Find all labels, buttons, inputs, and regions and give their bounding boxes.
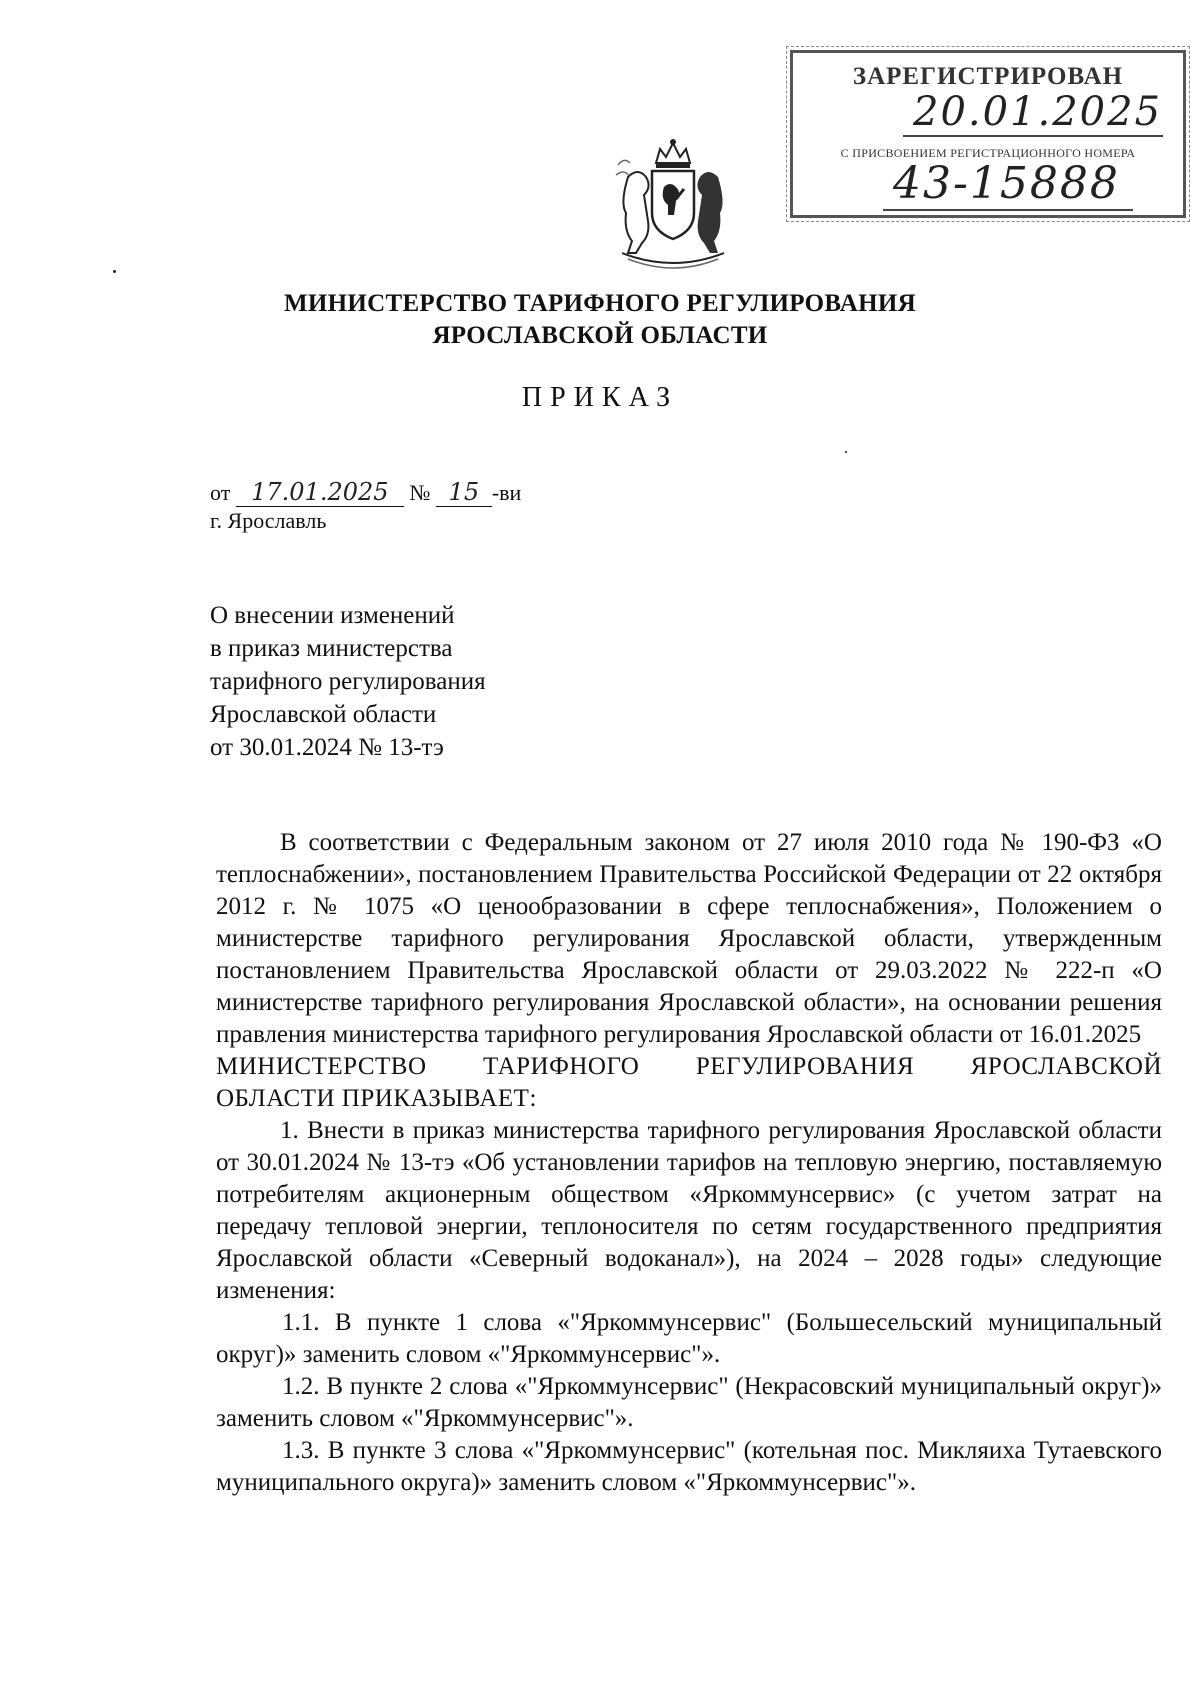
coat-of-arms-icon: [608, 135, 738, 270]
stamp-caption: С ПРИСВОЕНИЕМ РЕГИСТРАЦИОННОГО НОМЕРА: [840, 146, 1136, 160]
stamp-divider: [883, 209, 1133, 211]
order-number: 15: [436, 478, 492, 507]
resolution-line: МИНИСТЕРСТВО ТАРИФНОГО РЕГУЛИРОВАНИЯ ЯРОСЛАВСКОЙ: [216, 1053, 1162, 1080]
scan-speck: [113, 270, 116, 273]
stamp-divider: [903, 135, 1163, 137]
order-date: 17.01.2025: [236, 478, 404, 507]
stamp-title: ЗАРЕГИСТРИРОВАН: [852, 63, 1124, 90]
resolution-line: ОБЛАСТИ ПРИКАЗЫВАЕТ:: [216, 1085, 537, 1112]
stamp-date: 20.01.2025: [913, 89, 1163, 135]
stamp-registration-number: 43-15888: [893, 158, 1120, 209]
item-paragraph: 1.2. В пункте 2 слова «"Яркоммунсервис" (Некрасовский муниципальный округ)» заменить словом «"Яркоммунсервис"».: [216, 1373, 1162, 1432]
item-paragraph: 1.3. В пункте 3 слова «"Яркоммунсервис" (котельная пос. Микляиха Тутаевского муниципального округа)» заменить словом «"Яркоммунсервис"».: [216, 1437, 1162, 1496]
item-paragraph: 1. Внести в приказ министерства тарифного регулирования Ярославской области от 30.01.2024 № 13-тэ «Об установлении тарифов на тепловую энергию, поставляемую потребителям акционерным обществом «Яркоммунсервис» (с учетом затрат на передачу тепловой энергии, теплоносителя по сетям государственного предприятия Ярославской области «Северный водоканал»), на 2024 – 2028 годы» следующие изменения:: [216, 1117, 1162, 1304]
ministry-name-line1: МИНИСТЕРСТВО ТАРИФНОГО РЕГУЛИРОВАНИЯ: [283, 290, 916, 317]
subject-line: тарифного регулирования: [210, 668, 486, 695]
subject-line: О внесении изменений: [210, 602, 455, 629]
order-number-suffix: -ви: [491, 480, 522, 505]
registration-stamp: [790, 50, 1186, 218]
number-sign: №: [409, 480, 431, 505]
document-type-title: ПРИКАЗ: [521, 382, 679, 413]
issue-city: г. Ярославль: [210, 508, 327, 533]
preamble-paragraph: В соответствии с Федеральным законом от 27 июля 2010 года № 190-ФЗ «О теплоснабжении», постановлением Правительства Российской Федерации от 22 октября 2012 г. № 1075 «О ценообразовании в сфере теплоснабжения», Положением о министерстве тарифного регулирования Ярославской области, утвержденным постановлением Правительства Ярославской области от 29.03.2022 № 222-п «О министерстве тарифного регулирования Ярославской области», на основании решения правления министерства тарифного регулирования Ярославской области от 16.01.2025: [216, 829, 1162, 1048]
ministry-name-line2: ЯРОСЛАВСКОЙ ОБЛАСТИ: [432, 322, 768, 349]
subject-line: от 30.01.2024 № 13-тэ: [210, 734, 444, 761]
subject-line: в приказ министерства: [210, 635, 453, 662]
order-subject: [210, 599, 486, 764]
scan-speck: [845, 451, 847, 453]
order-body: [216, 827, 1162, 1499]
dateline-prefix: от: [210, 480, 231, 505]
subject-line: Ярославской области: [210, 701, 437, 728]
item-paragraph: 1.1. В пункте 1 слова «"Яркоммунсервис" (Большесельский муниципальный округ)» заменить словом «"Яркоммунсервис"».: [216, 1309, 1162, 1368]
order-dateline: [210, 478, 521, 507]
